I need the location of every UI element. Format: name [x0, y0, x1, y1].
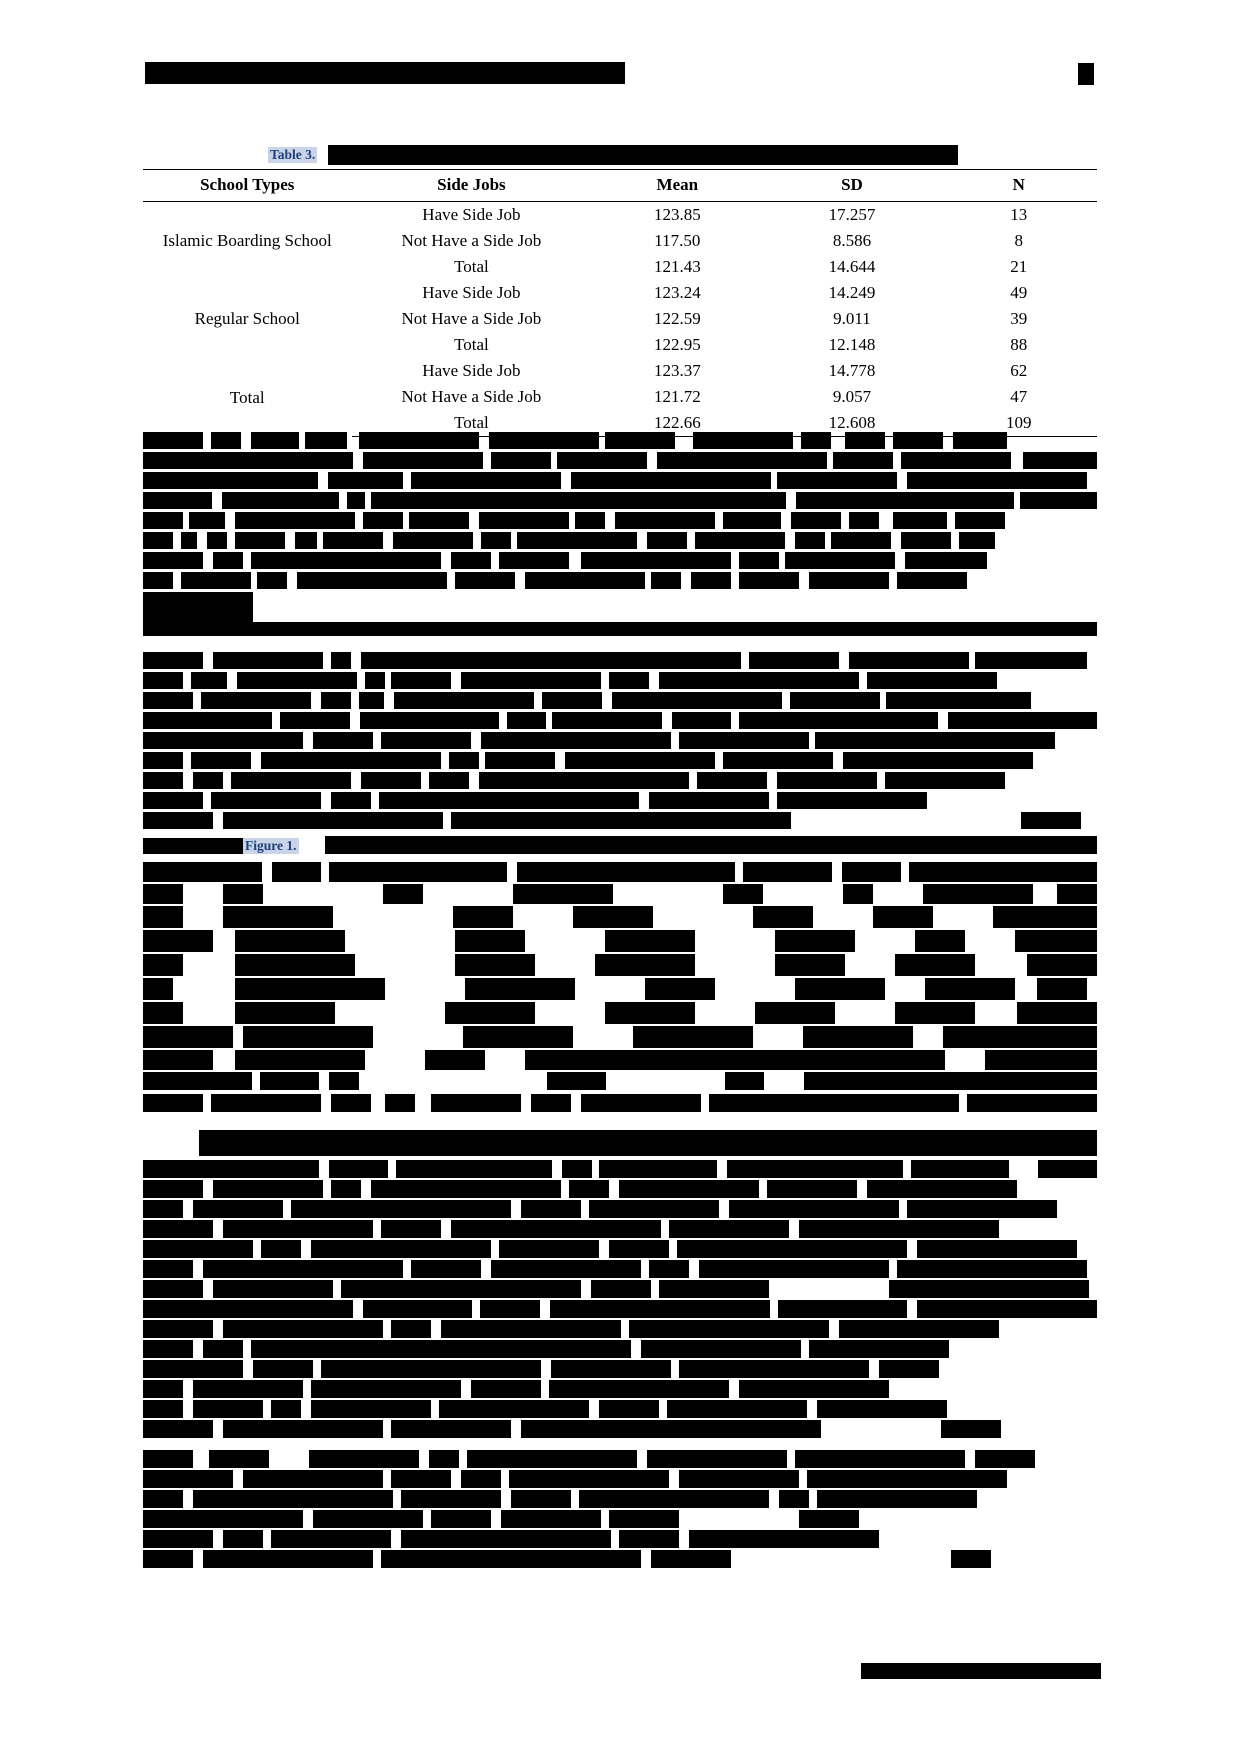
redacted-text-line	[143, 552, 1097, 569]
cell-mean: 123.37	[653, 361, 701, 380]
page-number-redaction	[1078, 63, 1094, 85]
cell-n: 21	[1010, 257, 1028, 276]
cell-n: 49	[1010, 283, 1028, 302]
cell-sd: 9.011	[833, 309, 871, 328]
cell-mean: 121.43	[653, 257, 701, 276]
cell-side-job: Total	[454, 335, 489, 354]
figure-caption-label: Figure 1.	[245, 838, 297, 853]
row-group-label: Regular School	[194, 309, 300, 329]
redacted-text-line	[143, 1360, 1097, 1378]
cell-mean: 123.85	[653, 205, 701, 224]
cell-sd: 12.608	[763, 410, 940, 437]
cell-side-job: Have Side Job	[422, 205, 521, 224]
row-group-label: Islamic Boarding School	[162, 231, 332, 251]
figure-caption-redaction-left	[143, 838, 243, 854]
column-header-sd: SD	[763, 170, 940, 202]
column-header-side-jobs: Side Jobs	[352, 170, 592, 202]
figure-caption-redaction-right	[325, 836, 1097, 854]
redacted-text-line	[143, 1550, 1097, 1568]
redacted-text-line	[143, 1320, 1097, 1338]
cell-side-job: Have Side Job	[422, 283, 521, 302]
redacted-figure-line	[143, 1072, 1097, 1090]
redacted-figure-line	[143, 1050, 1097, 1070]
row-group-label: Total	[229, 387, 265, 407]
redacted-figure-line	[143, 978, 1097, 1000]
cell-mean: 122.95	[653, 335, 701, 354]
cell-sd: 14.249	[828, 283, 876, 302]
cell-sd: 12.148	[828, 335, 876, 354]
cell-n: 8	[1014, 231, 1024, 250]
redacted-text-line	[143, 1340, 1097, 1358]
redacted-figure-line	[143, 1026, 1097, 1048]
cell-sd: 8.586	[832, 231, 872, 250]
cell-sd: 14.778	[828, 361, 876, 380]
redacted-text-line	[143, 1220, 1097, 1238]
statistics-table-block	[143, 145, 1097, 437]
cell-side-job: Have Side Job	[422, 361, 521, 380]
cell-sd: 17.257	[828, 205, 876, 224]
redacted-text-line	[143, 672, 1097, 689]
column-header-n: N	[941, 170, 1097, 202]
redacted-text-line	[143, 1490, 1097, 1508]
table-row	[143, 280, 1097, 306]
redacted-figure-line	[143, 930, 1097, 952]
redacted-text-line	[143, 1530, 1097, 1548]
cell-sd: 14.644	[828, 257, 876, 276]
cell-n: 88	[1010, 335, 1028, 354]
redacted-text-line	[143, 1420, 1097, 1438]
redacted-text-line	[143, 512, 1097, 529]
cell-side-job: Not Have a Side Job	[401, 387, 542, 406]
cell-sd: 9.057	[832, 387, 872, 406]
redacted-text-line	[143, 1200, 1097, 1218]
redacted-text-line	[143, 1470, 1097, 1488]
redacted-text-line	[143, 1450, 1097, 1468]
redacted-text-block	[143, 592, 253, 622]
redacted-text-line	[143, 1240, 1097, 1258]
redacted-figure-band	[199, 1130, 1097, 1156]
table-caption-redaction	[328, 145, 958, 165]
redacted-text-line	[143, 712, 1097, 729]
table-row	[143, 202, 1097, 229]
redacted-text-line	[143, 1300, 1097, 1318]
redacted-text-line	[143, 472, 1097, 489]
cell-side-job: Total	[454, 257, 489, 276]
redacted-text-line	[143, 772, 1097, 789]
cell-n: 39	[1010, 309, 1028, 328]
cell-side-job: Not Have a Side Job	[401, 309, 542, 328]
redacted-text-line	[143, 622, 1097, 636]
redacted-text-line	[143, 1180, 1097, 1198]
redacted-figure-line	[143, 1094, 1097, 1112]
redacted-text-line	[143, 792, 1097, 809]
running-head-redaction	[145, 62, 625, 84]
table-row	[143, 358, 1097, 384]
redacted-figure-line	[143, 906, 1097, 928]
redacted-text-line	[143, 1510, 1097, 1528]
redacted-text-line	[143, 1280, 1097, 1298]
cell-n: 47	[1010, 387, 1028, 406]
table-caption-label: Table 3.	[270, 147, 316, 162]
redacted-text-line	[143, 1260, 1097, 1278]
descriptive-statistics-table	[143, 169, 1097, 437]
cell-mean: 122.66	[591, 410, 763, 437]
redacted-text-line	[143, 1400, 1097, 1418]
redacted-text-line	[143, 812, 1097, 829]
redacted-figure-line	[143, 954, 1097, 976]
redacted-text-line	[143, 492, 1097, 509]
table-header-row	[143, 170, 1097, 202]
cell-n: 13	[1010, 205, 1028, 224]
column-header-school-types: School Types	[143, 170, 352, 202]
cell-mean: 117.50	[654, 231, 701, 250]
table-caption	[143, 145, 1097, 167]
cell-mean: 122.59	[653, 309, 701, 328]
redacted-text-line	[143, 572, 1097, 589]
cell-mean: 123.24	[653, 283, 701, 302]
footer-redaction	[861, 1663, 1101, 1679]
redacted-text-line	[143, 432, 1097, 449]
cell-mean: 121.72	[653, 387, 701, 406]
redacted-text-line	[143, 692, 1097, 709]
cell-n: 62	[1010, 361, 1028, 380]
redacted-text-line	[143, 752, 1097, 769]
redacted-figure-line	[143, 862, 1097, 882]
redacted-figure-line	[143, 884, 1097, 904]
cell-n: 109	[941, 410, 1097, 437]
redacted-text-line	[143, 452, 1097, 469]
redacted-text-line	[143, 652, 1097, 669]
redacted-figure-line	[143, 1002, 1097, 1024]
redacted-text-line	[143, 1380, 1097, 1398]
cell-side-job: Not Have a Side Job	[401, 231, 542, 250]
redacted-text-line	[143, 732, 1097, 749]
column-header-mean: Mean	[591, 170, 763, 202]
redacted-text-line	[143, 1160, 1097, 1178]
cell-side-job: Total	[352, 410, 592, 437]
redacted-text-line	[143, 532, 1097, 549]
